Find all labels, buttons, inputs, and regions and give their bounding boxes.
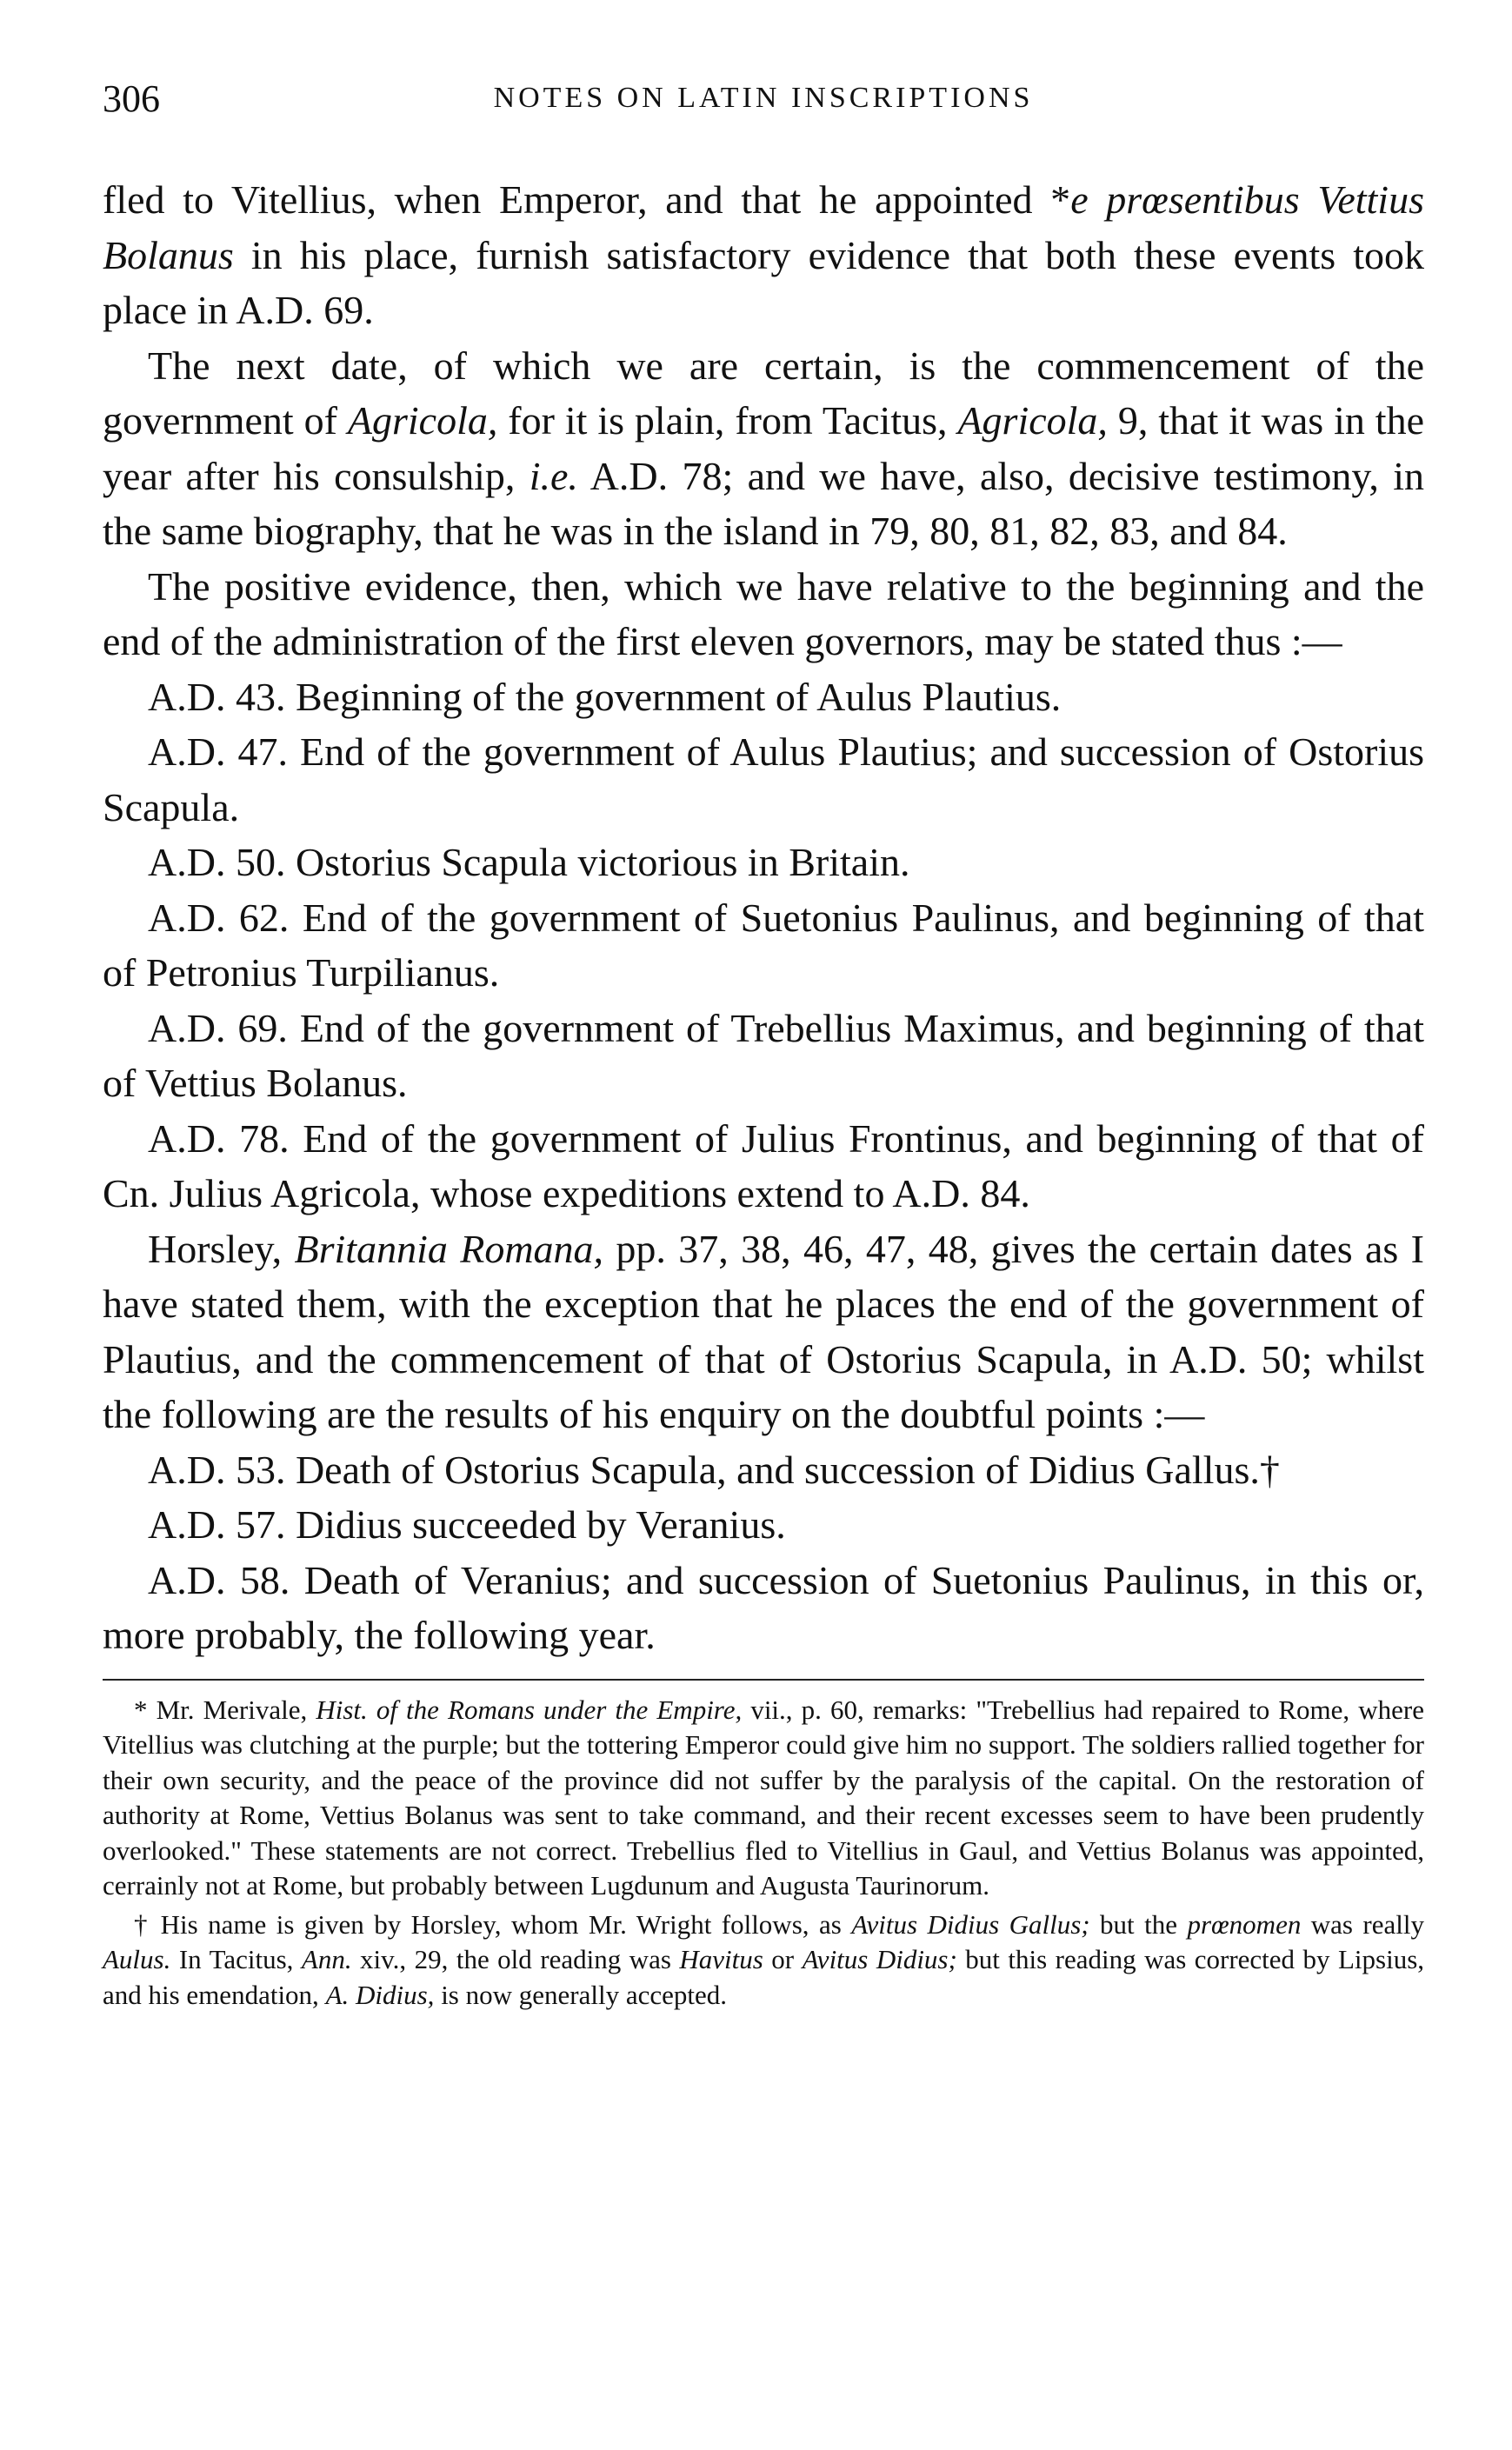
text-run: is now generally accepted. [434,1979,727,2010]
text-run: xiv., 29, the old reading was [351,1944,680,1974]
text-run: A.D. 78; and we have, also, decisive testimony, in the same biography, that he was in the island in 79, 80, 81, 82, 83, and 84. [103,453,1424,553]
page-header [103,77,1424,129]
page-number: 306 [103,77,160,120]
italic-run: Agricola, [347,398,498,443]
list-item: A.D. 53. Death of Ostorius Scapula, and succession of Didius Gallus.† [148,1447,1280,1492]
italic-run: A. Didius, [325,1979,435,2010]
text-run: 9, that it was in the year after his consulship, [103,398,1425,498]
text-run: The next date, of which we are certain, is the commencement of the government of [103,343,1424,443]
text-run: fled to Vitellius, when Emperor, and that he appointed * [103,177,1071,222]
text-run: for it is plain, from Tacitus, [497,398,958,443]
footnote-divider [103,1679,1424,1681]
list-item: A.D. 78. End of the government of Julius Frontinus, and beginning of that of Cn. Julius Agricola, whose expeditions extend to A.D. 84. [103,1115,1424,1215]
italic-run: e prœsentibus Vettius Bolanus [103,177,1424,277]
text-run: in his place, furnish satisfactory evidence that both these events took place in A.D. 69. [103,232,1424,332]
list-item: A.D. 69. End of the government of Trebellius Maximus, and beginning of that of Vettius Bolanus. [103,1005,1424,1105]
footnote-1 [103,1693,1424,1904]
paragraph-3: The positive evidence, then, which we have relative to the beginning and the end of the administration of the first eleven governors, may be stated thus :— [103,563,1424,663]
list-item: A.D. 62. End of the government of Suetonius Paulinus, and beginning of that of Petronius Turpilianus. [103,895,1424,995]
list-item: A.D. 47. End of the government of Aulus Plautius; and succession of Ostorius Scapula. [103,729,1424,829]
page [103,77,1424,2016]
text-run: but the [1089,1908,1188,1940]
list-item: A.D. 57. Didius succeeded by Veranius. [148,1502,786,1547]
italic-run: Avitus Didius; [802,1944,957,1974]
list-item: A.D. 58. Death of Veranius; and succession of Suetonius Paulinus, in this or, more probably, the following year. [103,1557,1424,1657]
footnote-2 [103,1907,1424,2014]
text-run: In Tacitus, [170,1944,302,1974]
text-run: vii., p. 60, remarks: "Trebellius had repaired to Rome, where Vitellius was clutching at the purple; but the tottering Emperor could give him no support. The soldiers rallied together for their own security, and the peace of the province did not suffer by the paralysis of the capital. On the restoration of authority at Rome, Vettius Bolanus was sent to take command, and their recent excesses seem to have been prudently overlooked." These statements are not correct. Trebellius fled to Vitellius in Gaul, and Vettius Bolanus was appointed, cerrainly not at Rome, but probably between Lugdunum and Augusta Taurinorum. [103,1694,1424,1901]
paragraph-2 [103,338,1424,559]
italic-run: Britannia Romana, [294,1226,604,1271]
italic-run: Aulus. [103,1944,171,1974]
italic-run: Avitus Didius Gallus; [851,1908,1090,1940]
text-run: † His name is given by Horsley, whom Mr. Wright follows, as [134,1908,852,1940]
text-run: pp. 37, 38, 46, 47, 48, gives the certain dates as I have stated them, with the exception that he places the end of the government of Plautius, and the commencement of that of Ostorius Scapula, in A.D. 50; whilst the following are the results of his enquiry on the doubtful points :— [103,1226,1424,1436]
italic-run: Agricola, [957,398,1108,443]
text-run: but this reading was corrected by Lipsius, and his emendation, [103,1944,1425,2010]
paragraph-1 [103,172,1424,338]
italic-run: Ann. [301,1944,352,1974]
paragraph-4 [103,1222,1424,1442]
body-text [103,172,1424,1663]
italic-run: Hist. of the Romans under the Empire, [316,1694,743,1725]
footnotes [103,1693,1424,2014]
list-item: A.D. 50. Ostorius Scapula victorious in Britain. [148,840,910,884]
italic-run: Havitus [679,1944,763,1974]
running-head: NOTES ON LATIN INSCRIPTIONS [493,82,1034,114]
italic-run: prœnomen [1187,1908,1302,1940]
text-run: * Mr. Merivale, [134,1694,316,1725]
text-run: was really [1301,1908,1425,1940]
italic-run: i.e. [529,453,578,498]
text-run: Horsley, [148,1226,295,1271]
list-item: A.D. 43. Beginning of the government of Aulus Plautius. [148,674,1062,719]
text-run: or [763,1944,803,1974]
